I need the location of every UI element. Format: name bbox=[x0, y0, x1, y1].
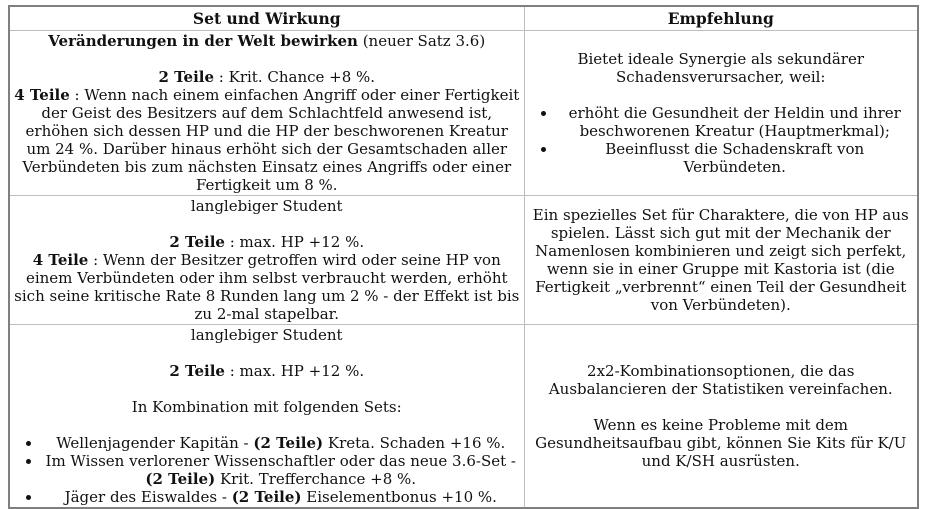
empfehlung-cell-row1 bbox=[524, 31, 918, 196]
empfehlung-cell-row3 bbox=[524, 325, 918, 509]
combo-effect-text: Krit. Trefferchance +8 %. bbox=[215, 470, 417, 488]
empfehlung-bullet-list-row1 bbox=[529, 104, 914, 176]
set-4pc-effect-row1 bbox=[14, 86, 520, 194]
set-title-row1 bbox=[14, 32, 520, 50]
table-row bbox=[9, 196, 918, 325]
set-4pc-label: 4 Teile bbox=[32, 251, 89, 269]
table-row bbox=[9, 325, 918, 509]
set-2pc-effect-row3 bbox=[14, 362, 520, 380]
combo-effect-text: Eiselementbonus +10 %. bbox=[301, 488, 497, 506]
list-item bbox=[42, 434, 520, 452]
set-title-row2: langlebiger Student bbox=[190, 197, 343, 215]
set-4pc-effect-row2 bbox=[14, 251, 520, 323]
combo-set-name: Wellenjagender Kapitän - bbox=[56, 434, 254, 452]
set-combo-intro-row3: In Kombination mit folgenden Sets: bbox=[131, 398, 402, 416]
empfehlung-text-row2: Ein spezielles Set für Charaktere, die von HP aus spielen. Lässt sich gut mit der Mechanik der Namenlosen kombinieren und zeigt sich perfekt, wenn sie in einer Gruppe mit Kastoria ist (die Fertigkeit „verbrennt“ einen Teil der Gesundheit von Verbündeten). bbox=[532, 206, 909, 314]
table-row bbox=[9, 31, 918, 196]
header-row bbox=[9, 6, 918, 31]
set-4pc-text: : Wenn nach einem einfachen Angriff oder einer Fertigkeit der Geist des Besitzers auf dem Schlachtfeld anwesend ist, erhöhen sich dessen HP und die HP der beschworenen Kreatur um 24 %. Darüber hinaus erhöht sich der Gesamtschaden aller Verbündeten bis zum nächsten Einsatz eines Angriffs oder einer Fertigkeit um 8 %. bbox=[22, 86, 520, 194]
set-2pc-effect-row2 bbox=[14, 233, 520, 251]
set-4pc-text: : Wenn der Besitzer getroffen wird oder seine HP von einem Verbündeten oder ihm selbst verbraucht werden, erhöht sich seine kritische Rate 8 Runden lang um 2 % - der Effekt ist bis zu 2-mal stapelbar. bbox=[14, 251, 520, 323]
empfehlung-p1-row3: 2x2-Kombinationsoptionen, die das Ausbalancieren der Statistiken vereinfachen. bbox=[548, 362, 893, 398]
combo-pieces-label: (2 Teile) bbox=[231, 488, 302, 506]
combo-set-name: Im Wissen verlorener Wissenschaftler oder das neue 3.6-Set - bbox=[45, 452, 516, 470]
set-title-row3: langlebiger Student bbox=[190, 326, 343, 344]
empfehlung-intro-row1: Bietet ideale Synergie als sekundärer Schadensverursacher, weil: bbox=[577, 50, 865, 86]
set-2pc-effect-row1 bbox=[14, 68, 520, 86]
column-header-empfehlung: Empfehlung bbox=[524, 6, 918, 31]
combo-pieces-label: (2 Teile) bbox=[253, 434, 324, 452]
combo-effect-text: Kreta. Schaden +16 %. bbox=[323, 434, 506, 452]
empfehlung-p2-row3: Wenn es keine Probleme mit dem Gesundheitsaufbau gibt, können Sie Kits für K/U und K/SH ausrüsten. bbox=[535, 416, 907, 470]
combo-pieces-label: (2 Teile) bbox=[145, 470, 216, 488]
set-2pc-text: : max. HP +12 %. bbox=[224, 233, 365, 251]
list-item bbox=[42, 488, 520, 506]
set-effect-table bbox=[8, 5, 919, 509]
set-2pc-label: 2 Teile bbox=[169, 362, 225, 380]
document-page bbox=[8, 5, 917, 509]
set-cell-row1 bbox=[9, 31, 524, 196]
set-2pc-text: : max. HP +12 %. bbox=[224, 362, 365, 380]
list-item: • erhöht die Gesundheit der Heldin und ihrer beschworenen Kreatur (Hauptmerkmal); bbox=[557, 104, 914, 140]
empfehlung-cell-row2 bbox=[524, 196, 918, 325]
combo-set-name: Jäger des Eiswaldes - bbox=[64, 488, 232, 506]
set-2pc-label: 2 Teile bbox=[169, 233, 225, 251]
list-item bbox=[42, 452, 520, 488]
set-4pc-label: 4 Teile bbox=[14, 86, 70, 104]
set-title-bold: Veränderungen in der Welt bewirken bbox=[48, 32, 358, 50]
list-item: • Beeinflusst die Schadenskraft von Verbündeten. bbox=[557, 140, 914, 176]
set-combo-bullet-list-row3 bbox=[14, 434, 520, 506]
column-header-set-und-wirkung: Set und Wirkung bbox=[9, 6, 524, 31]
set-2pc-label: 2 Teile bbox=[158, 68, 215, 86]
set-title-rest: (neuer Satz 3.6) bbox=[357, 32, 486, 50]
set-cell-row3 bbox=[9, 325, 524, 509]
set-2pc-text: : Krit. Chance +8 %. bbox=[214, 68, 376, 86]
set-cell-row2 bbox=[9, 196, 524, 325]
